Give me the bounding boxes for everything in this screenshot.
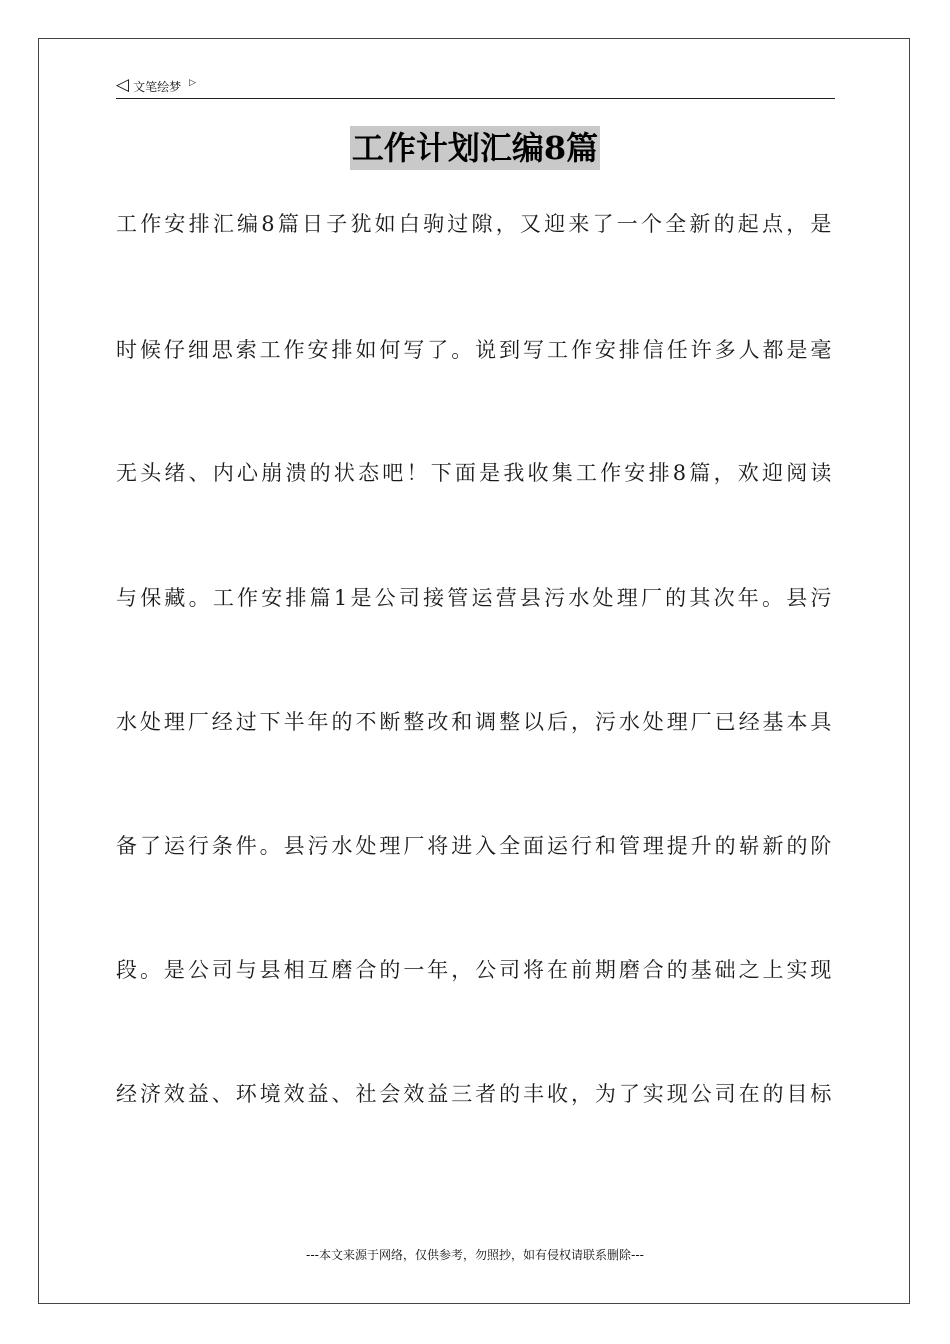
body-line: 经济效益、环境效益、社会效益三者的丰收，为了实现公司在的目标 xyxy=(116,1082,832,1106)
triangle-right-icon: ▷ xyxy=(189,78,197,88)
page-footer: ---本文来源于网络，仅供参考，勿照抄，如有侵权请联系删除--- xyxy=(306,1248,644,1262)
body-line: 时候仔细思索工作安排如何写了。说到写工作安排信任许多人都是毫 xyxy=(116,338,832,362)
body-line: 段。是公司与县相互磨合的一年，公司将在前期磨合的基础之上实现 xyxy=(116,958,832,982)
body-line: 水处理厂经过下半年的不断整改和调整以后，污水处理厂已经基本具 xyxy=(116,710,832,734)
triangle-left-icon: ◁ xyxy=(116,74,130,95)
document-title: 工作计划汇编8篇 xyxy=(350,126,600,170)
body-line: 与保藏。工作安排篇1是公司接管运营县污水处理厂的其次年。县污 xyxy=(116,586,832,610)
title-container xyxy=(0,126,950,170)
page-header xyxy=(116,74,835,99)
body-line: 无头绪、内心崩溃的状态吧！下面是我收集工作安排8篇，欢迎阅读 xyxy=(116,461,832,485)
body-line: 工作安排汇编8篇日子犹如白驹过隙，又迎来了一个全新的起点，是 xyxy=(116,212,832,236)
body-line: 备了运行条件。县污水处理厂将进入全面运行和管理提升的崭新的阶 xyxy=(116,834,832,858)
header-brand: 文笔绘梦 xyxy=(133,79,182,94)
